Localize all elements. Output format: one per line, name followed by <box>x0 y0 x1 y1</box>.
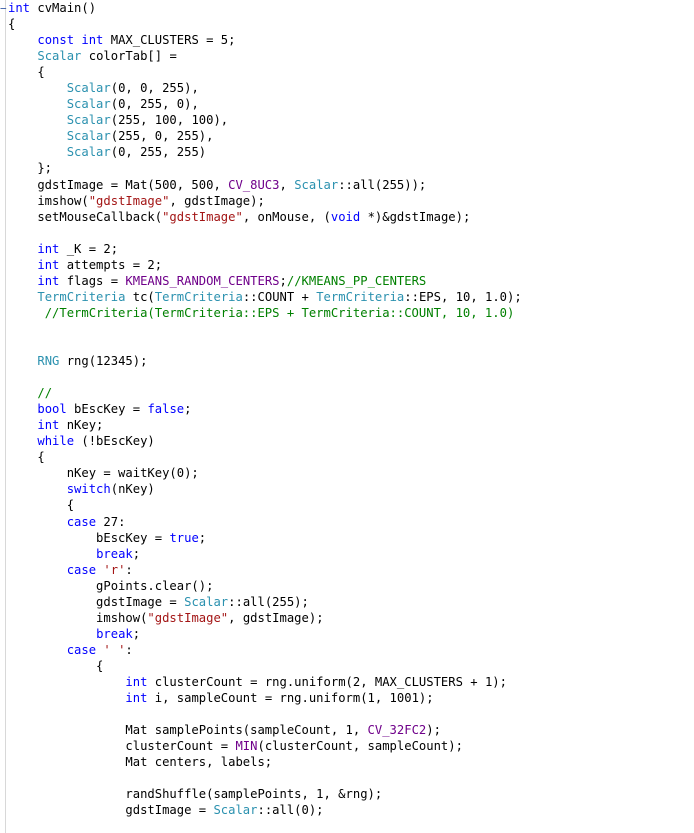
code-token: randShuffle(samplePoints, 1, &rng); <box>8 787 383 802</box>
code-token: cvMain() <box>37 1 97 15</box>
code-line <box>8 481 694 497</box>
code-token: imshow( <box>8 193 89 208</box>
code-line <box>8 546 694 562</box>
code-token: Scalar <box>66 145 111 160</box>
code-token <box>8 547 96 561</box>
code-token: 'r' <box>103 562 126 577</box>
code-token <box>8 145 67 159</box>
code-token: MAX_CLUSTERS = 5; <box>103 33 236 48</box>
code-line <box>8 289 694 305</box>
code-token: RNG <box>37 354 60 369</box>
code-token: setMouseCallback( <box>8 209 163 224</box>
code-token: (255, 100, 100), <box>110 113 229 128</box>
code-token <box>8 434 37 448</box>
code-token: 27: <box>96 514 126 529</box>
code-token: { <box>8 65 45 80</box>
code-token <box>8 482 67 496</box>
code-line <box>8 160 694 176</box>
code-token: ; <box>132 546 141 561</box>
code-token: int <box>125 674 148 689</box>
code-token: TermCriteria <box>37 289 126 304</box>
code-token: int <box>37 257 60 272</box>
code-line <box>8 128 694 144</box>
code-token: *)&gdstImage); <box>360 209 471 224</box>
code-token: ; <box>132 626 141 641</box>
code-line <box>8 562 694 578</box>
code-token <box>8 33 37 47</box>
code-line <box>8 337 694 353</box>
code-token: (0, 255, 0), <box>110 97 199 112</box>
code-token: { <box>8 17 16 32</box>
code-token <box>8 129 67 143</box>
code-token: ; <box>279 273 287 288</box>
code-token <box>8 97 67 111</box>
code-token <box>8 49 37 63</box>
code-token: Scalar <box>66 129 111 144</box>
code-line <box>8 401 694 417</box>
code-token: Mat samplePoints(sampleCount, 1, <box>8 723 368 738</box>
code-token: KMEANS_RANDOM_CENTERS <box>125 273 280 288</box>
code-token: : <box>125 562 133 577</box>
code-token <box>8 691 125 705</box>
code-line <box>8 497 694 513</box>
code-token: //TermCriteria(TermCriteria::EPS + TermCriteria::COUNT, 10, 1.0) <box>44 305 515 320</box>
code-token: ; <box>184 402 192 417</box>
code-token <box>8 418 37 432</box>
code-token: flags = <box>59 273 126 288</box>
code-token: clusterCount = <box>8 739 236 754</box>
code-token: , gdstImage); <box>228 610 324 625</box>
code-token: attempts = 2; <box>59 257 163 272</box>
code-token: break <box>96 626 133 641</box>
code-line <box>8 610 694 626</box>
code-line <box>8 64 694 80</box>
code-token: : <box>125 642 133 657</box>
code-token <box>8 258 37 272</box>
code-line <box>8 738 694 754</box>
code-line <box>8 257 694 273</box>
code-token <box>8 643 67 657</box>
code-token <box>8 242 37 256</box>
code-token: colorTab[] = <box>81 49 177 64</box>
code-token: Scalar <box>213 803 258 818</box>
code-line <box>8 353 694 369</box>
code-token: "gdstImage" <box>147 610 229 625</box>
code-token: Scalar <box>294 177 339 192</box>
code-token <box>8 627 96 641</box>
code-token: i, sampleCount = rng.uniform(1, 1001); <box>147 691 434 706</box>
code-token: imshow( <box>8 610 148 625</box>
code-token: tc( <box>125 289 155 304</box>
code-line <box>8 674 694 690</box>
code-token: gdstImage = Mat(500, 500, <box>8 177 229 192</box>
code-token <box>8 306 45 320</box>
code-line <box>8 112 694 128</box>
code-token: { <box>8 450 45 465</box>
code-text-area[interactable] <box>8 0 694 818</box>
code-token: break <box>96 546 133 561</box>
code-line <box>8 273 694 289</box>
code-token: TermCriteria <box>316 289 405 304</box>
code-token: (!bEscKey) <box>74 434 155 449</box>
code-token: ::all(255)); <box>338 177 427 192</box>
code-line <box>8 80 694 96</box>
code-token: // <box>37 386 53 401</box>
code-line <box>8 433 694 449</box>
code-token: (255, 0, 255), <box>110 129 214 144</box>
code-token: Scalar <box>66 113 111 128</box>
code-token: ::COUNT + <box>242 289 317 304</box>
code-token: rng(12345); <box>59 354 148 369</box>
code-token: , gdstImage); <box>169 193 265 208</box>
code-token: "gdstImage" <box>162 209 243 224</box>
code-line <box>8 225 694 241</box>
code-token: int <box>37 241 60 256</box>
code-line <box>8 722 694 738</box>
code-token: gPoints.clear(); <box>8 578 214 593</box>
code-token <box>8 386 37 400</box>
code-line <box>8 417 694 433</box>
code-token: nKey = waitKey(0); <box>8 466 199 481</box>
code-line <box>8 96 694 112</box>
code-token <box>8 515 67 529</box>
code-line <box>8 16 694 32</box>
code-token: int <box>125 691 148 706</box>
code-line <box>8 578 694 594</box>
code-token: TermCriteria <box>154 289 243 304</box>
code-line <box>8 144 694 160</box>
code-token: void <box>330 209 361 224</box>
code-token: { <box>8 658 104 673</box>
code-line <box>8 514 694 530</box>
code-token <box>8 113 67 127</box>
code-token: Scalar <box>37 49 82 64</box>
code-token: MIN <box>235 739 258 754</box>
code-token: "gdstImage" <box>88 193 170 208</box>
code-line <box>8 209 694 225</box>
code-token: gdstImage = <box>8 594 185 609</box>
code-line <box>8 642 694 658</box>
code-token: nKey; <box>59 418 104 433</box>
code-token: { <box>8 498 75 513</box>
code-token: int <box>37 273 60 288</box>
code-line <box>8 0 694 16</box>
code-token: Scalar <box>184 594 229 609</box>
code-line <box>8 626 694 642</box>
code-token: Scalar <box>66 81 111 96</box>
code-token: ); <box>426 723 441 738</box>
code-line <box>8 802 694 818</box>
code-line <box>8 177 694 193</box>
code-token: gdstImage = <box>8 803 214 818</box>
code-token: Mat centers, labels; <box>8 755 273 770</box>
code-line <box>8 449 694 465</box>
code-token: (0, 0, 255), <box>110 81 199 96</box>
code-line <box>8 706 694 722</box>
code-token: _K = 2; <box>59 241 119 256</box>
code-token: case <box>66 514 97 529</box>
code-line <box>8 369 694 385</box>
editor-gutter <box>0 0 6 833</box>
code-token: switch <box>66 482 111 497</box>
code-token: , <box>279 177 295 192</box>
code-token <box>8 290 37 304</box>
code-token <box>8 354 37 368</box>
code-token <box>8 81 67 95</box>
code-token: case <box>66 562 97 577</box>
code-token: ' ' <box>103 642 126 657</box>
code-line <box>8 32 694 48</box>
code-line <box>8 48 694 64</box>
code-token: CV_32FC2 <box>367 723 427 738</box>
code-token: }; <box>8 161 53 176</box>
code-line <box>8 594 694 610</box>
code-token: bEscKey = <box>66 402 148 417</box>
code-line <box>8 465 694 481</box>
code-line <box>8 770 694 786</box>
code-token: , onMouse, ( <box>242 209 331 224</box>
code-token: bool <box>37 402 67 417</box>
code-token: clusterCount = rng.uniform(2, MAX_CLUSTERS + 1); <box>147 674 507 689</box>
code-line <box>8 754 694 770</box>
code-line <box>8 385 694 401</box>
code-line <box>8 690 694 706</box>
code-token <box>8 675 125 689</box>
code-line <box>8 786 694 802</box>
code-token: int <box>37 418 60 433</box>
code-line <box>8 530 694 546</box>
code-line <box>8 658 694 674</box>
code-token <box>8 274 37 288</box>
code-token: ; <box>198 530 207 545</box>
code-token: //KMEANS_PP_CENTERS <box>286 273 427 288</box>
code-fold-marker[interactable]: − <box>0 2 7 15</box>
code-token: ::all(255); <box>228 594 309 609</box>
code-line <box>8 241 694 257</box>
code-token: (0, 255, 255) <box>110 145 207 160</box>
code-line <box>8 305 694 321</box>
code-token: int <box>8 1 38 15</box>
code-token: bEscKey = <box>8 530 170 545</box>
code-line <box>8 193 694 209</box>
code-line <box>8 321 694 337</box>
code-token: ::EPS, 10, 1.0); <box>404 289 522 304</box>
code-token: (clusterCount, sampleCount); <box>257 739 463 754</box>
code-token: ::all(0); <box>257 803 324 818</box>
code-token: Scalar <box>66 97 111 112</box>
code-token: while <box>37 434 75 449</box>
code-token: CV_8UC3 <box>228 177 280 192</box>
code-token: true <box>169 530 199 545</box>
code-token <box>8 563 67 577</box>
code-token <box>8 402 37 416</box>
code-token: const int <box>37 33 104 48</box>
code-token: (nKey) <box>110 482 155 497</box>
code-token: false <box>147 402 185 417</box>
code-token: case <box>66 642 97 657</box>
